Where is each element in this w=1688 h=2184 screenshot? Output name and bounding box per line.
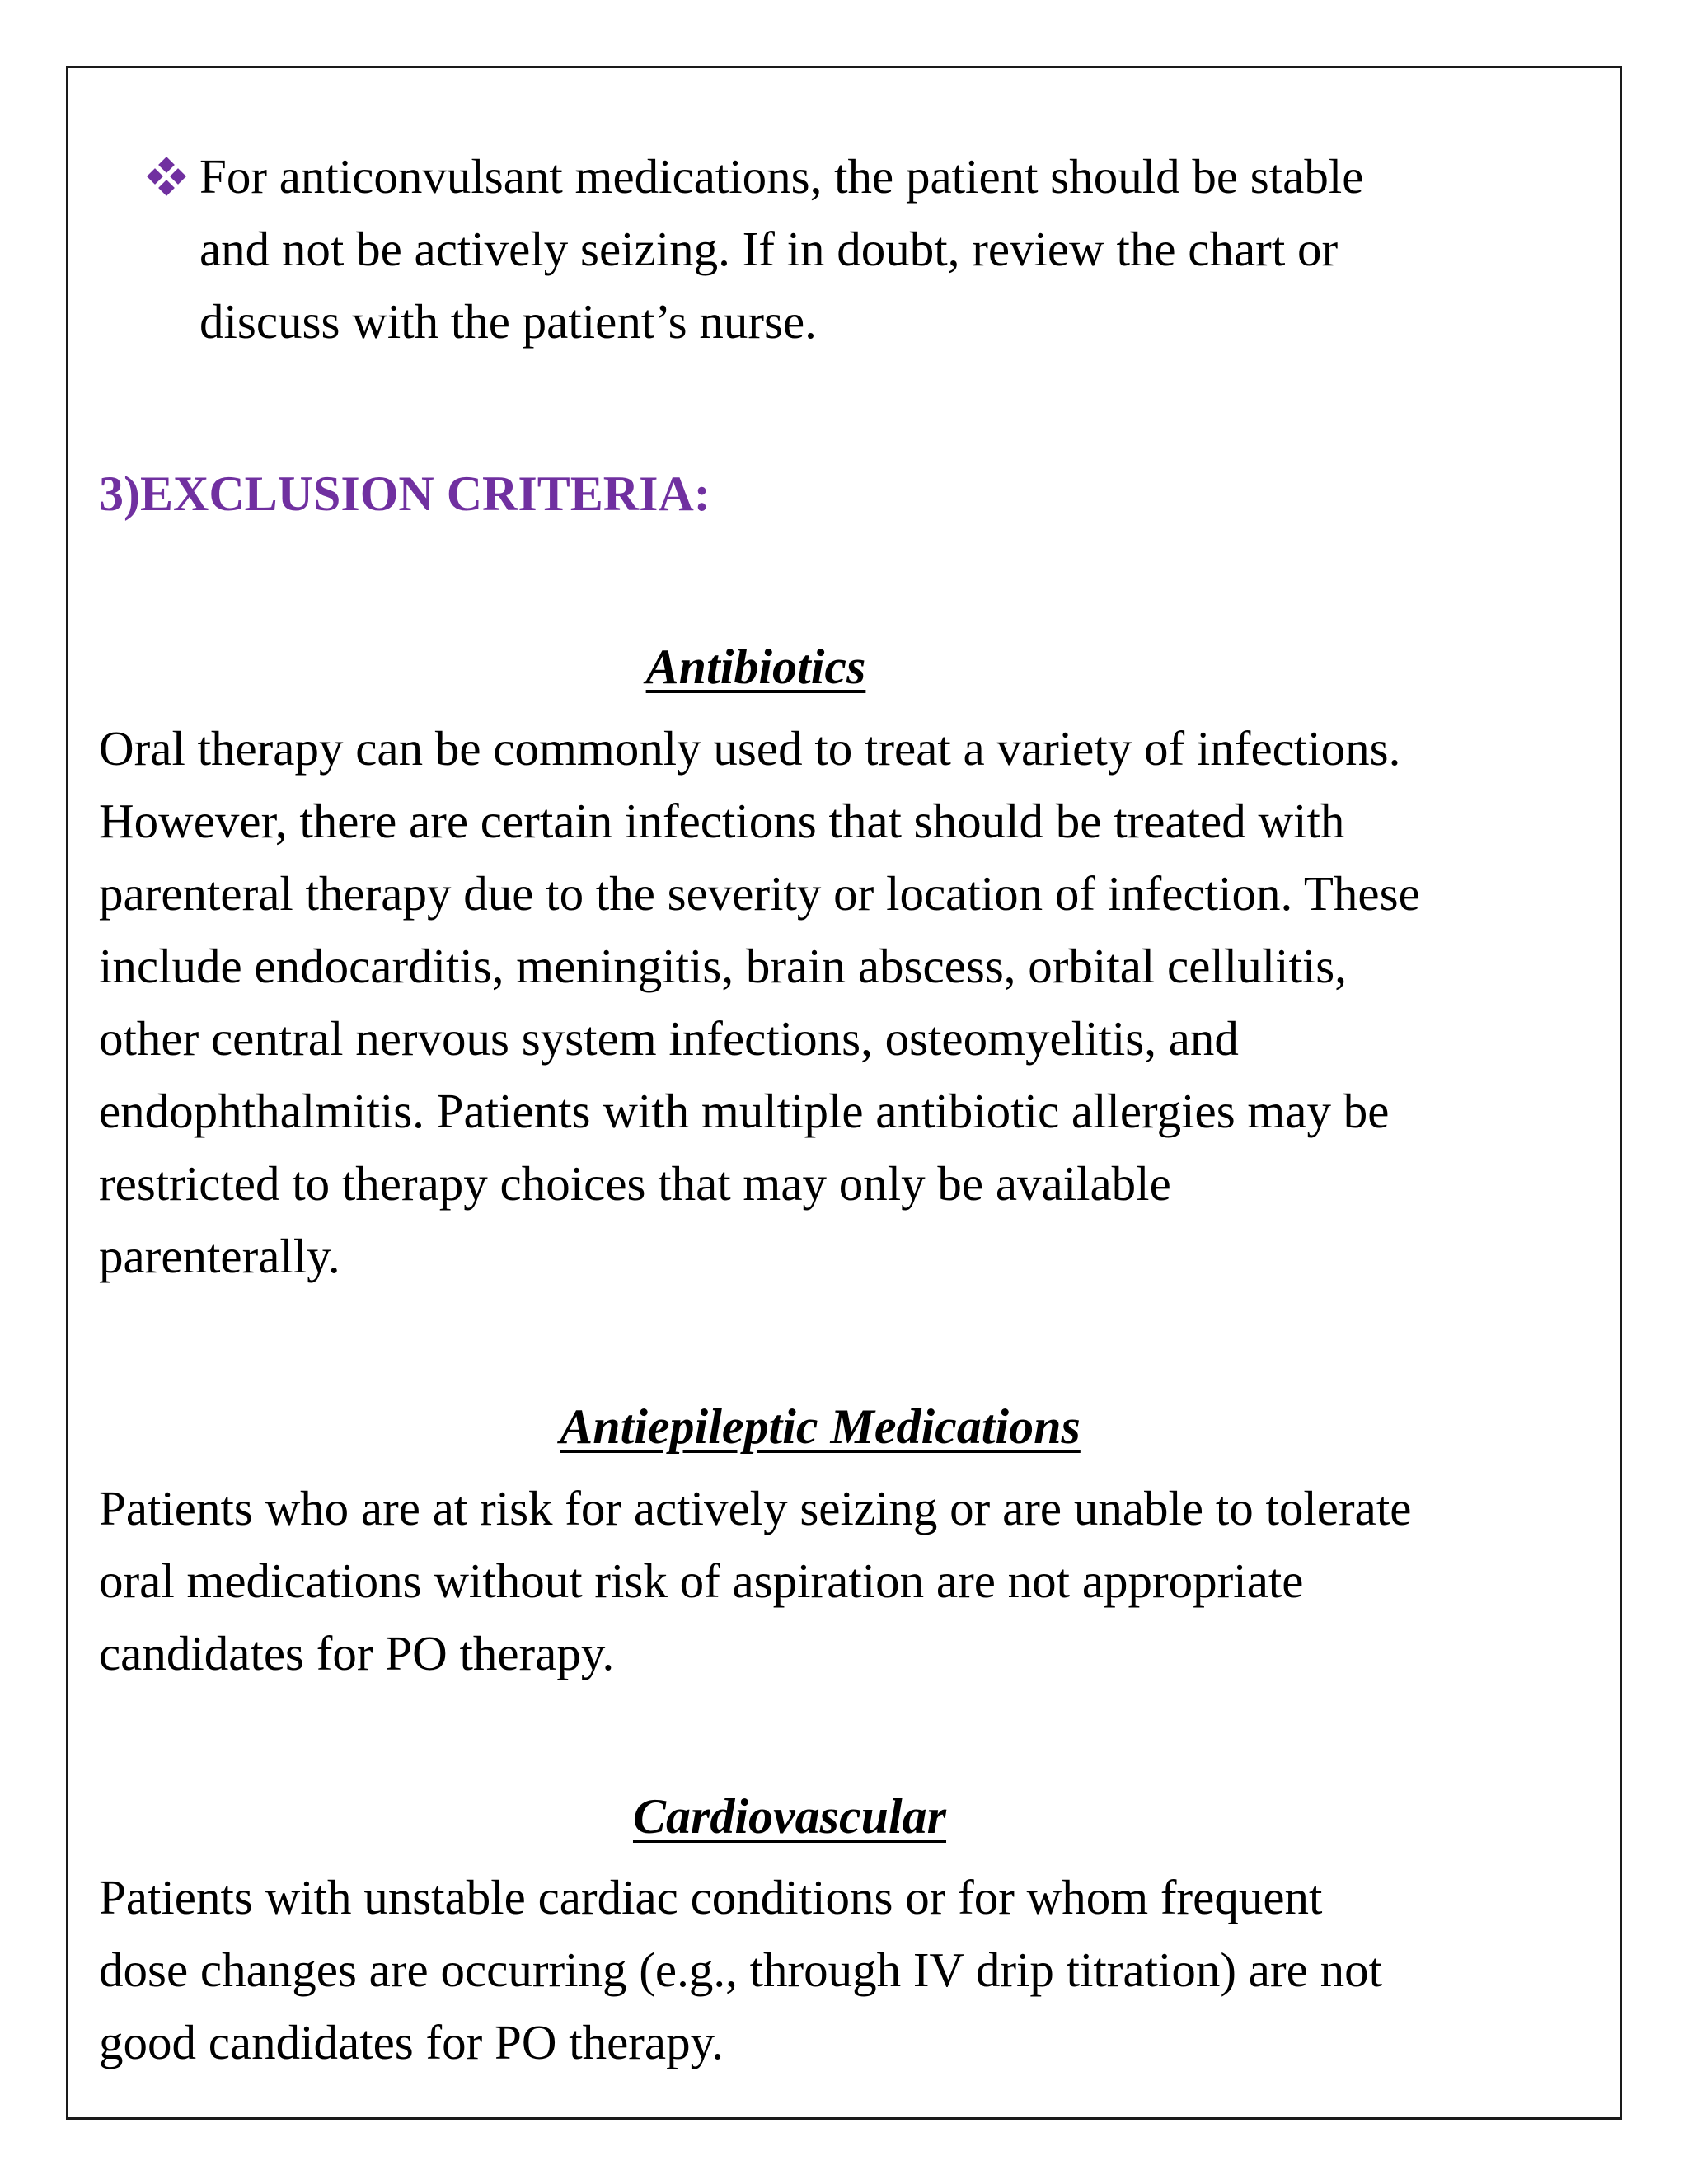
bullet-line: For anticonvulsant medications, the patient should be stable: [199, 149, 1364, 204]
paragraph-line: include endocarditis, meningitis, brain abscess, orbital cellulitis,: [99, 939, 1347, 993]
cardiovascular-heading: Cardiovascular: [632, 1789, 947, 1844]
anticonvulsant-bullet: [148, 140, 1566, 358]
paragraph-line: dose changes are occurring (e.g., through IV drip titration) are not: [99, 1943, 1382, 1997]
paragraph-line: endophthalmitis. Patients with multiple antibiotic allergies may be: [99, 1084, 1390, 1138]
antiepileptic-paragraph: [99, 1472, 1607, 1690]
antibiotics-heading: Antibiotics: [645, 640, 866, 694]
paragraph-line: parenteral therapy due to the severity or location of infection. These: [99, 866, 1420, 921]
paragraph-line: restricted to therapy choices that may only be available: [99, 1156, 1171, 1211]
paragraph-line: good candidates for PO therapy.: [99, 2015, 724, 2069]
antibiotics-paragraph: [99, 712, 1607, 1292]
exclusion-criteria-heading: 3)EXCLUSION CRITERIA:: [99, 466, 710, 521]
paragraph-line: Patients who are at risk for actively seizing or are unable to tolerate: [99, 1481, 1412, 1535]
paragraph-line: Oral therapy can be commonly used to treat a variety of infections.: [99, 721, 1401, 776]
cardiovascular-paragraph: [99, 1861, 1607, 2079]
paragraph-line: parenterally.: [99, 1229, 340, 1283]
paragraph-line: Patients with unstable cardiac conditions or for whom frequent: [99, 1870, 1323, 1924]
paragraph-line: oral medications without risk of aspiration are not appropriate: [99, 1554, 1304, 1608]
paragraph-line: candidates for PO therapy.: [99, 1626, 615, 1680]
four-diamond-bullet-icon: [148, 158, 185, 194]
antiepileptic-medications-heading: Antiepileptic Medications: [560, 1399, 1081, 1454]
paragraph-line: other central nervous system infections, osteomyelitis, and: [99, 1011, 1239, 1066]
paragraph-line: However, there are certain infections that should be treated with: [99, 794, 1345, 848]
bullet-line: and not be actively seizing. If in doubt, review the chart or: [199, 222, 1339, 276]
bullet-line: discuss with the patient’s nurse.: [199, 294, 817, 349]
